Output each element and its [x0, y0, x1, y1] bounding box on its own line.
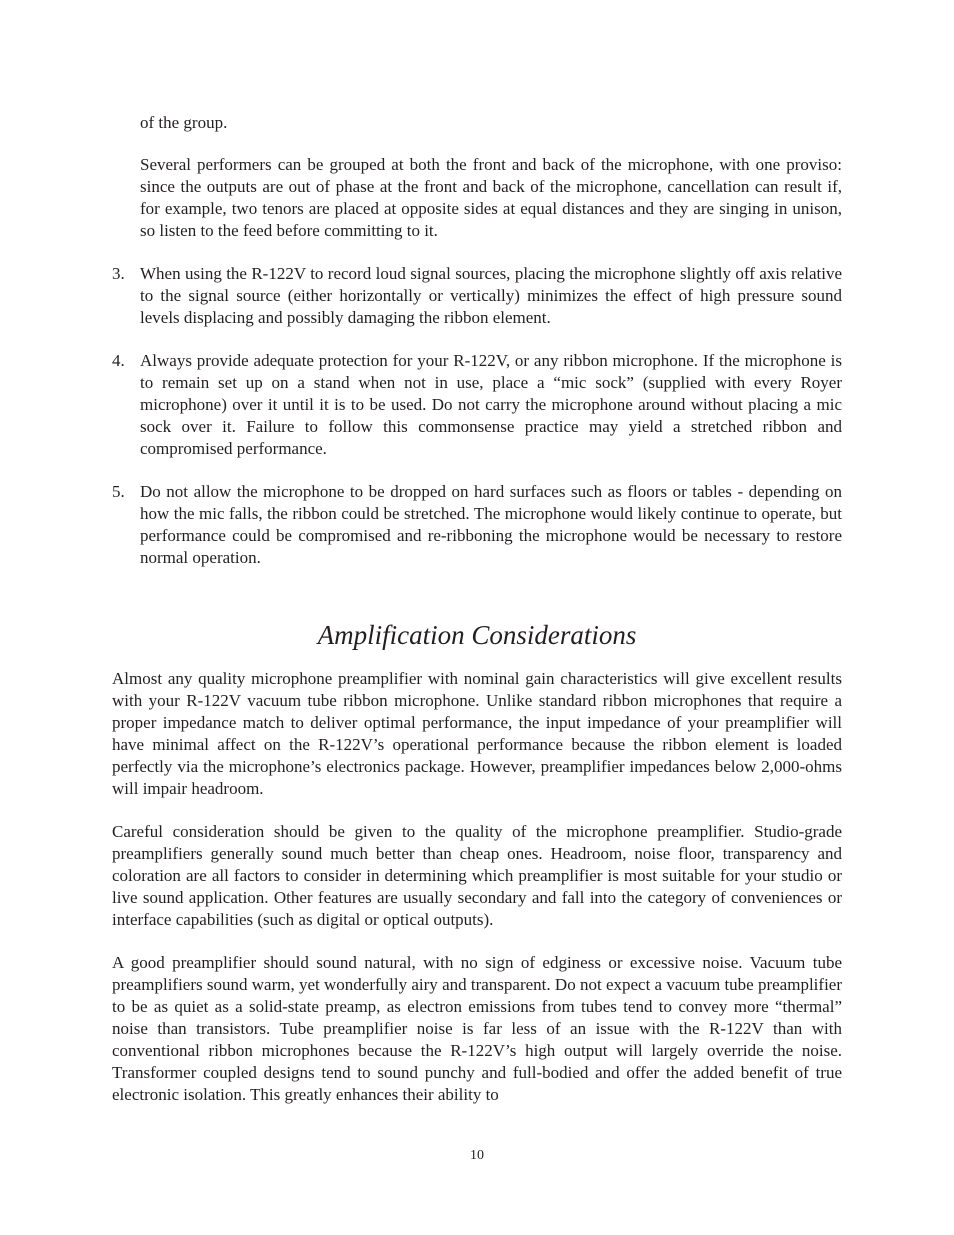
list-item-number: 4.	[112, 351, 125, 370]
continuation-paragraph: Several performers can be grouped at both the front and back of the microphone, with one proviso: since the outputs are out of phase at the front and back of the microphone, cancellation can result if, for example, two tenors are placed at opposite sides at equal distances and they are singing in unison, so listen to the feed before committing to it.	[140, 155, 842, 240]
list-item-text: Do not allow the microphone to be dropped on hard surfaces such as floors or tables - depending on how the mic falls, the ribbon could be stretched. The microphone would likely continue to operate, but performance could be compromised and re-ribboning the microphone would be necessary to restore normal operation.	[140, 482, 842, 567]
page-number: 10	[470, 1148, 484, 1163]
body-paragraph: A good preamplifier should sound natural, with no sign of edginess or excessive noise. Vacuum tube preamplifiers sound warm, yet wonderfully airy and transparent. Do not expect a vacuum tube preamplifier to be as quiet as a solid-state preamp, as electron emissions from tubes tend to convey more “thermal” noise than transistors. Tube preamplifier noise is far less of an issue with the R-122V than with conventional ribbon microphones because the R-122V’s high output will largely override the noise. Transformer coupled designs tend to sound punchy and full-bodied and offer the added benefit of true electronic isolation. This greatly enhances their ability to	[112, 953, 842, 1104]
continuation-line: of the group.	[140, 113, 228, 132]
body-paragraph: Careful consideration should be given to the quality of the microphone preamplifier. Studio-grade preamplifiers generally sound much better than cheap ones. Headroom, noise floor, transparency and coloration are all factors to consider in determining which preamplifier is most suitable for your studio or live sound application. Other features are usually secondary and fall into the category of conveniences or interface capabilities (such as digital or optical outputs).	[112, 822, 842, 929]
list-item	[112, 263, 842, 329]
list-item-number: 5.	[112, 482, 125, 501]
page-body	[112, 112, 842, 1106]
list-item-number: 3.	[112, 264, 125, 283]
numbered-list	[112, 263, 842, 569]
list-item-text: When using the R-122V to record loud signal sources, placing the microphone slightly off axis relative to the signal source (either horizontally or vertically) minimizes the effect of high pressure sound levels displacing and possibly damaging the ribbon element.	[140, 264, 842, 327]
list-item	[112, 350, 842, 460]
section-heading: Amplification Considerations	[317, 620, 637, 650]
list-item-text: Always provide adequate protection for your R-122V, or any ribbon microphone. If the microphone is to remain set up on a stand when not in use, place a “mic sock” (supplied with every Royer microphone) over it until it is to be used. Do not carry the microphone around without placing a mic sock over it. Failure to follow this commonsense practice may yield a stretched ribbon and compromised performance.	[140, 351, 842, 458]
body-paragraph: Almost any quality microphone preamplifier with nominal gain characteristics will give excellent results with your R-122V vacuum tube ribbon microphone. Unlike standard ribbon microphones that require a proper impedance match to deliver optimal performance, the input impedance of your preamplifier will have minimal affect on the R-122V’s operational performance because the ribbon element is loaded perfectly via the microphone’s electronics package. However, preamplifier impedances below 2,000-ohms will impair headroom.	[112, 669, 842, 798]
list-item	[112, 481, 842, 569]
